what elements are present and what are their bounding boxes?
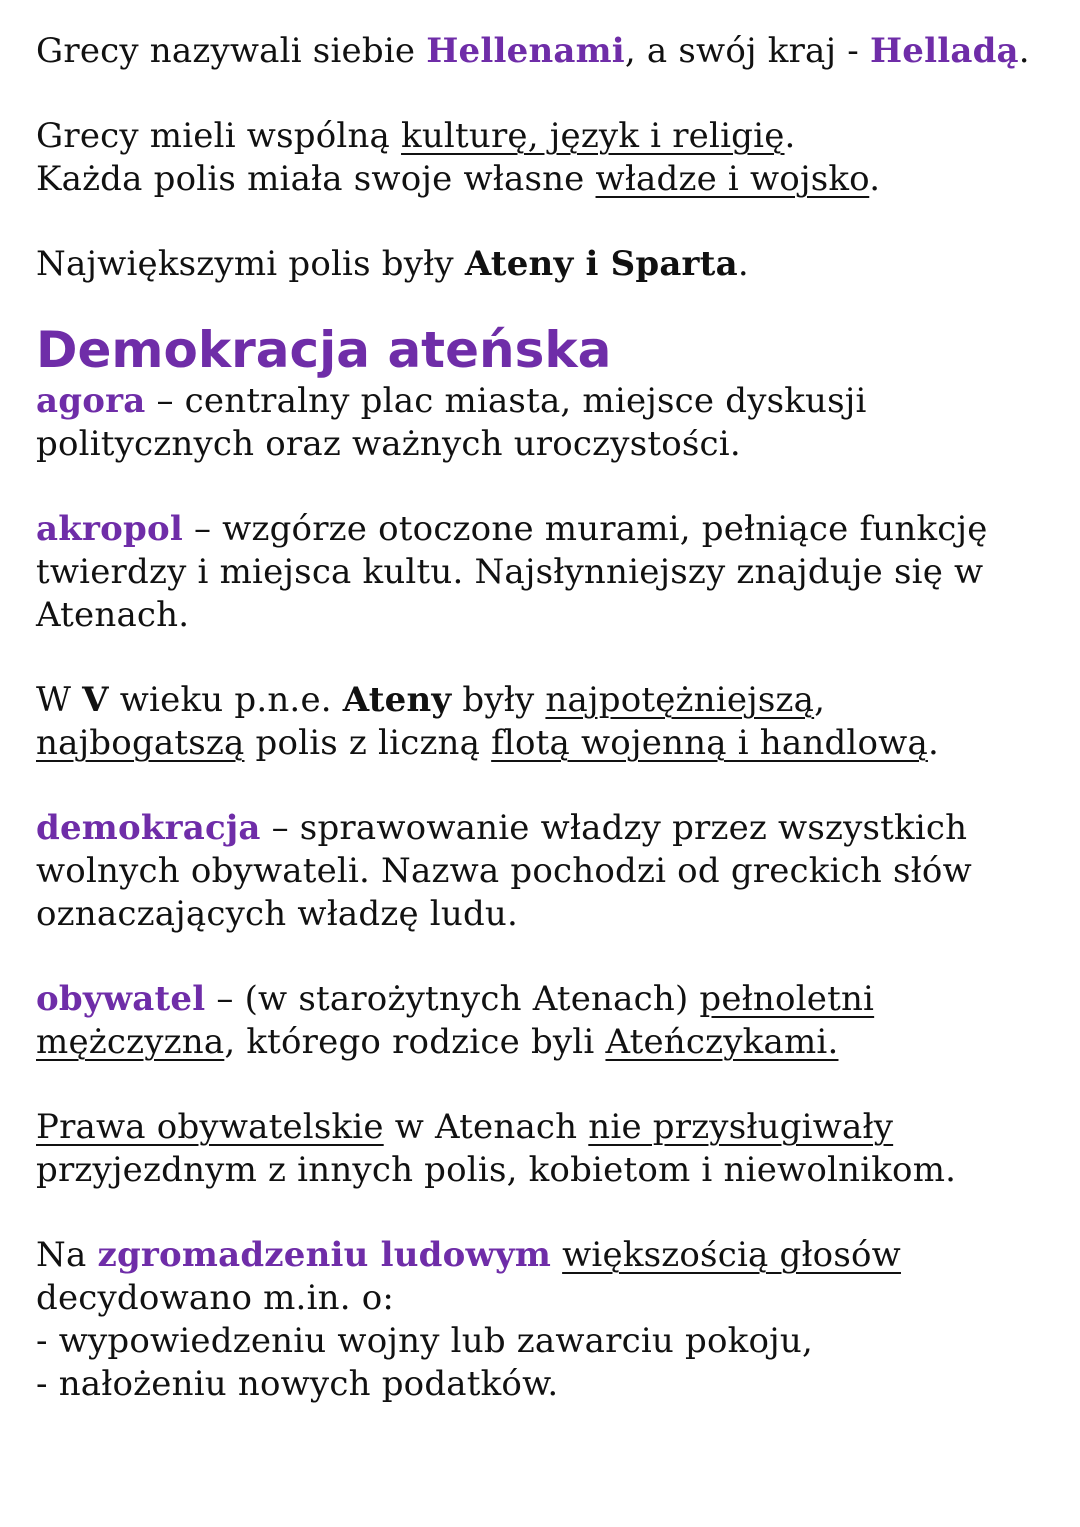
ateny-power-line-2: najbogatszą polis z liczną flotą wojenną i handlową. <box>36 723 939 763</box>
bold-ateny: Ateny <box>342 680 452 720</box>
term-hellenami: Hellenami <box>426 31 625 71</box>
underline-civic-rights: Prawa obywatelskie <box>36 1107 384 1147</box>
term-zgromadzenie: zgromadzeniu ludowym <box>97 1235 552 1275</box>
underline-richest: najbogatszą <box>36 723 245 763</box>
demokracja-definition-line-3: oznaczających władzę ludu. <box>36 894 519 934</box>
agora-definition-line-2: politycznych oraz ważnych uroczystości. <box>36 424 741 464</box>
assembly-line-1: Na zgromadzeniu ludowym większością głosów <box>36 1235 901 1275</box>
ateny-power-line-1: W V wieku p.n.e. Ateny były najpotężniejszą, <box>36 680 826 720</box>
underline-majority: większością głosów <box>562 1235 901 1275</box>
section-heading: Demokracja ateńska <box>36 321 612 379</box>
assembly-line-2: decydowano m.in. o: <box>36 1278 395 1318</box>
akropol-definition-line-2: twierdzy i miejsca kultu. Najsłynniejszy znajduje się w <box>36 552 984 592</box>
underline-adult: pełnoletni <box>699 979 875 1019</box>
common-culture-line: Grecy mieli wspólną kulturę, język i religię. <box>36 116 796 156</box>
term-demokracja: demokracja <box>36 808 261 848</box>
underline-most-powerful: najpotężniejszą <box>545 680 815 720</box>
term-akropol: akropol <box>36 509 183 549</box>
notes-page <box>36 30 1056 1406</box>
demokracja-definition-line-1: demokracja – sprawowanie władzy przez wszystkich <box>36 808 968 848</box>
demokracja-definition-line-2: wolnych obywateli. Nazwa pochodzi od greckich słów <box>36 851 972 891</box>
largest-polis-line: Największymi polis były Ateny i Sparta. <box>36 244 749 284</box>
bold-ateny-sparta: Ateny i Sparta <box>464 244 738 284</box>
assembly-list-item-taxes: - nałożeniu nowych podatków. <box>36 1364 559 1404</box>
underline-not-entitled: nie przysługiwały <box>588 1107 894 1147</box>
underline-man: mężczyzna <box>36 1022 225 1062</box>
own-government-line: Każda polis miała swoje własne władze i wojsko. <box>36 159 881 199</box>
obywatel-definition-line-1: obywatel – (w starożytnych Atenach) pełnoletni <box>36 979 875 1019</box>
assembly-list-item-war: - wypowiedzeniu wojny lub zawarciu pokoju, <box>36 1321 813 1361</box>
agora-definition-line-1: agora – centralny plac miasta, miejsce dyskusji <box>36 381 867 421</box>
underline-fleet: flotą wojenną i handlową <box>491 723 928 763</box>
obywatel-definition-line-2: mężczyzna, którego rodzice byli Ateńczykami. <box>36 1022 839 1062</box>
underline-culture: kulturę, język i religię <box>401 116 785 156</box>
akropol-definition-line-3: Atenach. <box>36 595 190 635</box>
underline-athenians: Ateńczykami. <box>605 1022 839 1062</box>
civic-rights-line-1: Prawa obywatelskie w Atenach nie przysługiwały <box>36 1107 894 1147</box>
bold-century: V <box>82 680 109 720</box>
term-obywatel: obywatel <box>36 979 206 1019</box>
term-hellada: Helladą <box>869 31 1019 71</box>
intro-hellenes-line: Grecy nazywali siebie Hellenami, a swój kraj - Helladą. <box>36 31 1030 71</box>
civic-rights-line-2: przyjezdnym z innych polis, kobietom i niewolnikom. <box>36 1150 957 1190</box>
underline-government: władze i wojsko <box>595 159 870 199</box>
term-agora: agora <box>36 381 146 421</box>
akropol-definition-line-1: akropol – wzgórze otoczone murami, pełniące funkcję <box>36 509 988 549</box>
